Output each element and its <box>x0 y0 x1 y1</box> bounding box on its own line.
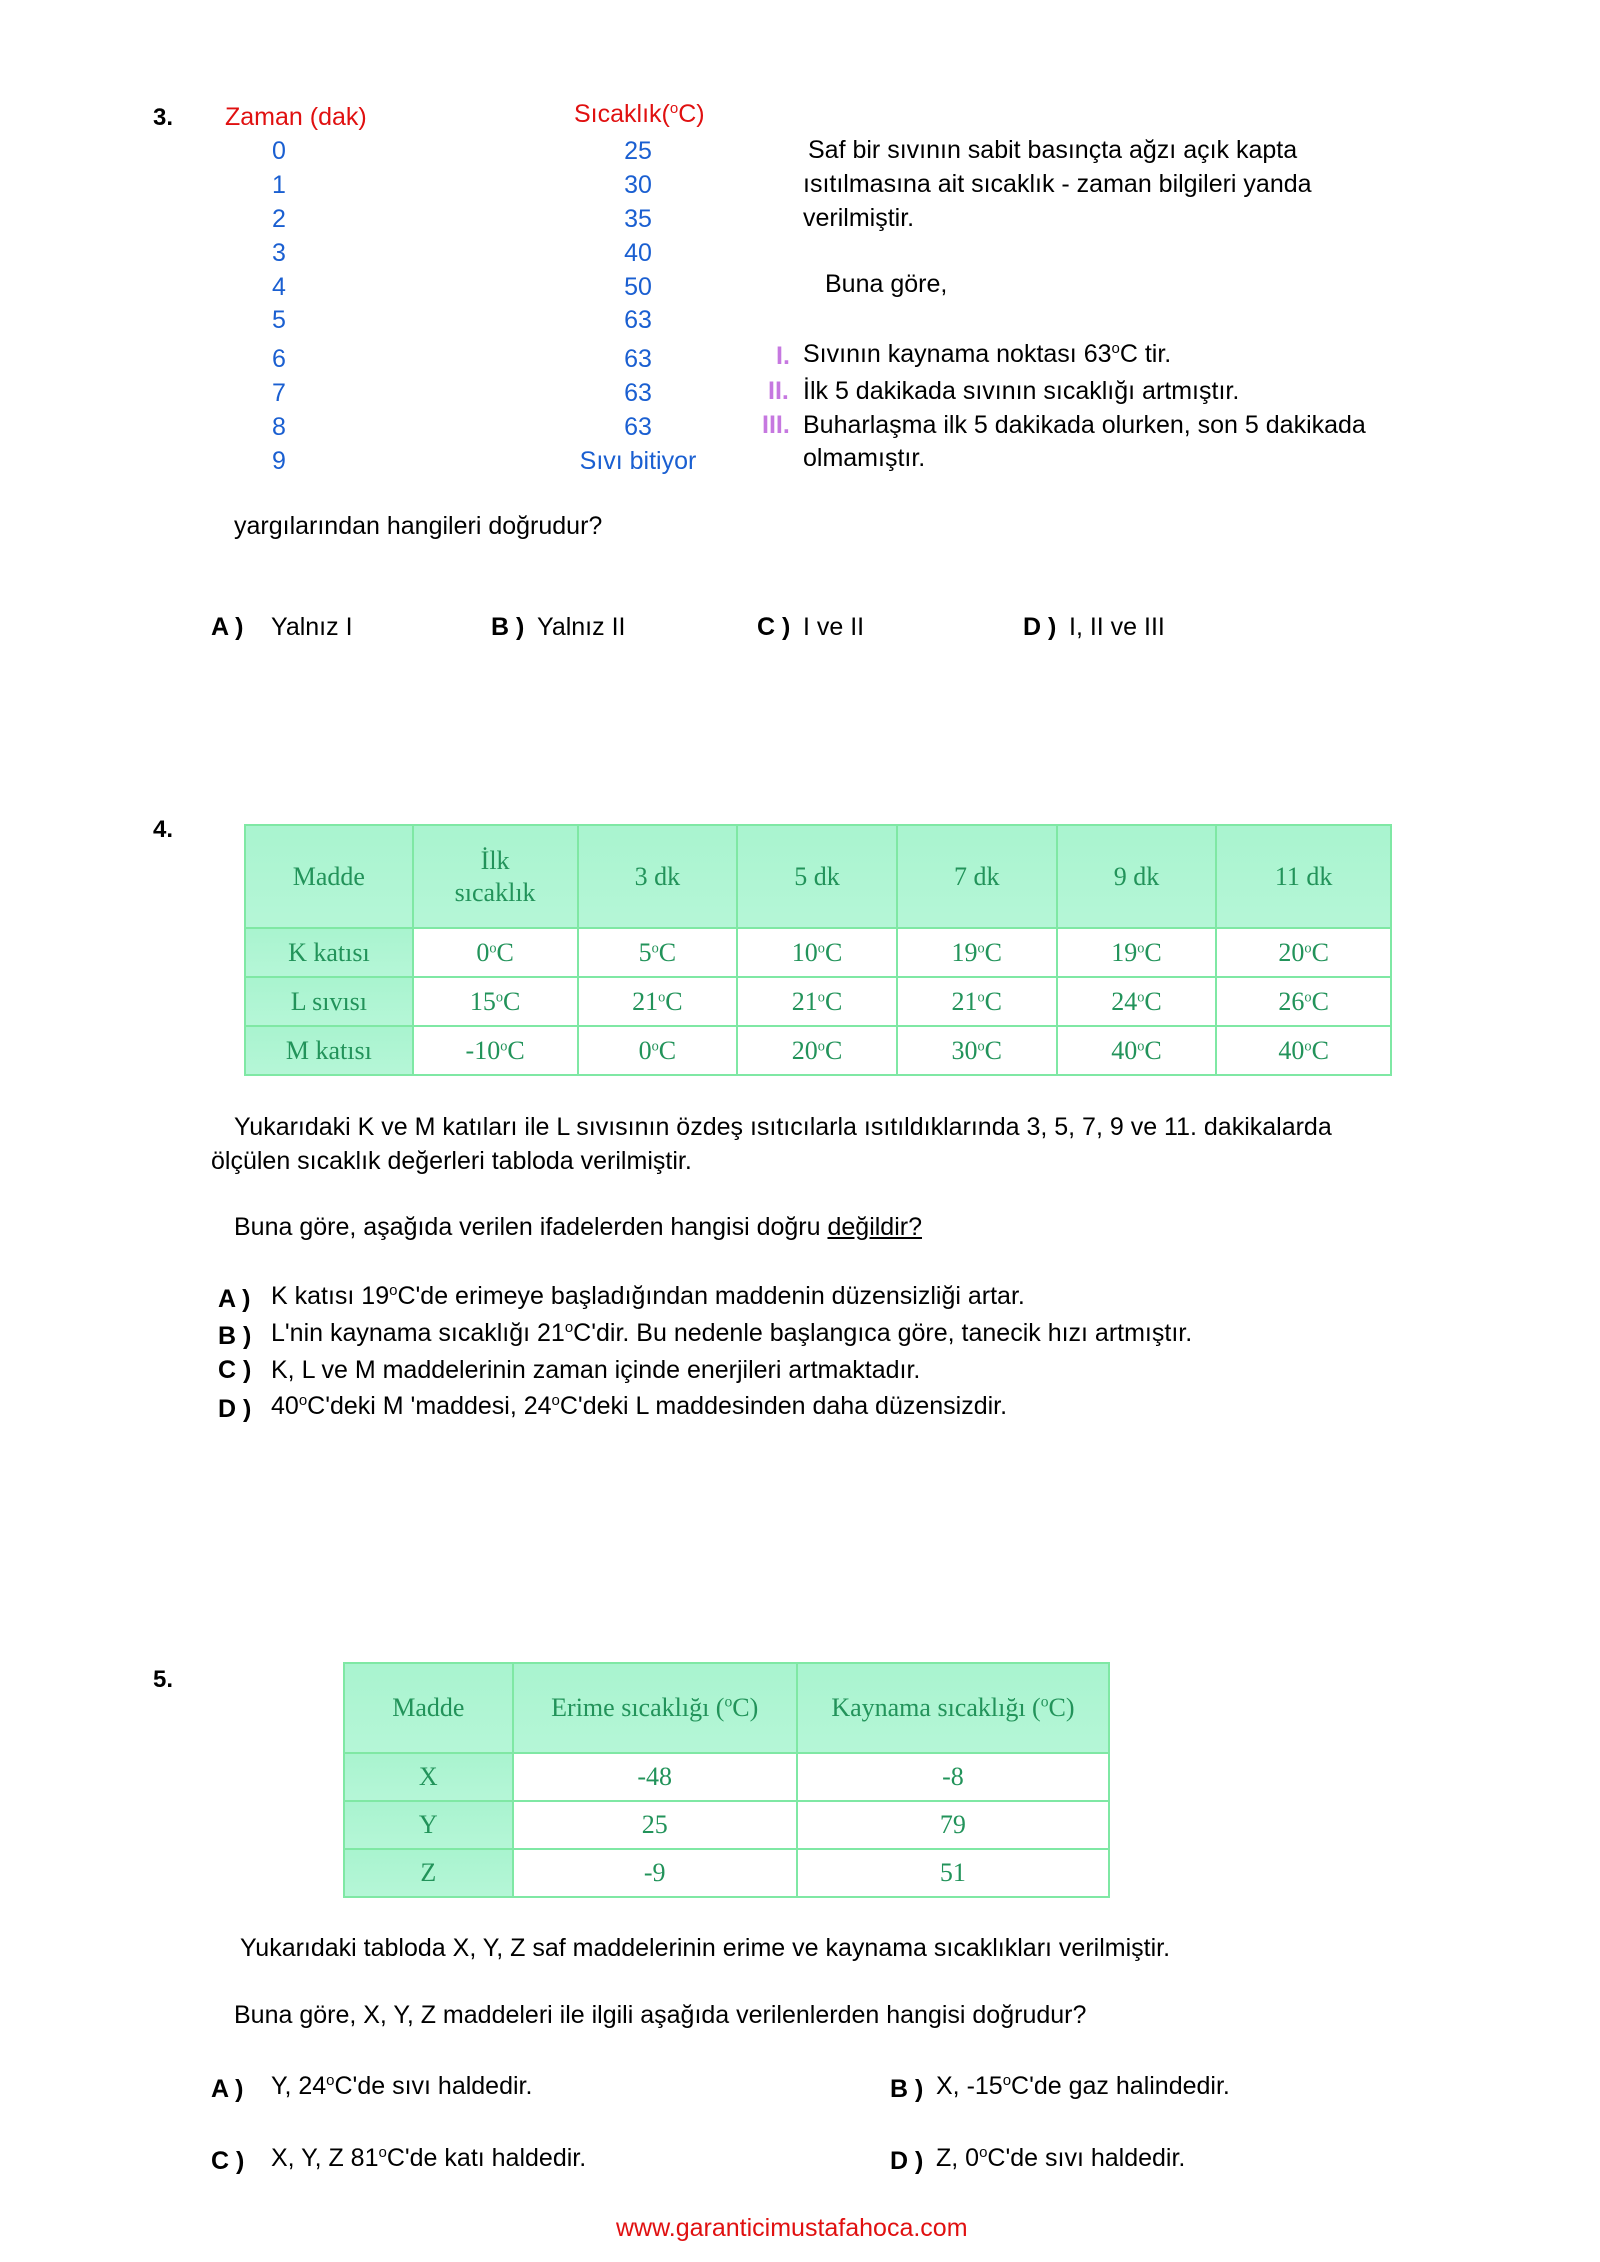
q4-cell-temperature: 30$^o$C <box>897 1026 1057 1075</box>
q4-cell-temperature: 26$^o$C <box>1216 977 1391 1026</box>
q3-temp-value: 35 <box>624 205 652 233</box>
q4-cell-temperature: 40$^o$C <box>1216 1026 1391 1075</box>
q3-statement-3: Buharlaşma ilk 5 dakikada olurken, son 5 dakikada <box>803 411 1366 439</box>
q3-roman-3: III. <box>762 411 790 439</box>
q5-table-row <box>344 1801 1109 1849</box>
q4-cell-temperature: 15$^o$C <box>413 977 578 1026</box>
q3-temp-value: Sıvı bitiyor <box>579 447 697 475</box>
q4-cell-temperature: -10$^o$C <box>413 1026 578 1075</box>
q4-row-name: M katısı <box>245 1026 413 1075</box>
q3-temp-value: 30 <box>624 171 652 199</box>
q5-option-c-text[interactable]: X, Y, Z 81$^o$C'de katı haldedir. <box>271 2144 587 2172</box>
q4-option-a-letter[interactable]: A ) <box>218 1285 251 1313</box>
q4-row-name: L sıvısı <box>245 977 413 1026</box>
q3-time-header: Zaman (dak) <box>225 103 367 131</box>
q3-question: yargılarından hangileri doğrudur? <box>234 512 603 540</box>
q3-temp-value: 63 <box>624 306 652 334</box>
q4-header-ilk-sicaklik: İlk sıcaklık <box>413 825 578 928</box>
q4-temperature-table <box>244 824 1392 1076</box>
q4-row-name: K katısı <box>245 928 413 977</box>
q5-table-row <box>344 1849 1109 1897</box>
q3-option-d-text[interactable]: I, II ve III <box>1069 613 1165 641</box>
q5-option-a-text[interactable]: Y, 24$^o$C'de sıvı haldedir. <box>271 2072 533 2100</box>
q5-melting-boiling-table <box>343 1662 1110 1898</box>
q5-option-b-letter[interactable]: B ) <box>890 2075 924 2103</box>
q3-desc-line-1: Saf bir sıvının sabit basınçta ağzı açık kapta <box>808 136 1298 164</box>
q3-option-b-text[interactable]: Yalnız II <box>537 613 626 641</box>
q3-time-value: 0 <box>272 137 286 165</box>
q4-desc-line-2: ölçülen sıcaklık değerleri tabloda verilmiştir. <box>211 1147 692 1175</box>
q4-table-row <box>245 1026 1391 1075</box>
q3-time-value: 4 <box>272 273 286 301</box>
q5-row-name: Y <box>344 1801 513 1849</box>
q3-time-value: 7 <box>272 379 286 407</box>
q4-header-madde: Madde <box>245 825 413 928</box>
q4-option-c-text[interactable]: K, L ve M maddelerinin zaman içinde enerjileri artmaktadır. <box>271 1356 921 1384</box>
q4-desc-line-1: Yukarıdaki K ve M katıları ile L sıvısının özdeş ısıtıcılarla ısıtıldıklarında 3, 5, 7, 9 ve 11. dakikalarda <box>234 1113 1332 1141</box>
q5-option-b-text[interactable]: X, -15$^o$C'de gaz halindedir. <box>936 2072 1230 2100</box>
q4-header-row <box>245 825 1391 928</box>
q4-table-row <box>245 977 1391 1026</box>
q5-cell-boiling: 51 <box>797 1849 1109 1897</box>
q3-time-value: 5 <box>272 306 286 334</box>
q3-time-value: 8 <box>272 413 286 441</box>
q5-table-row <box>344 1753 1109 1801</box>
q3-desc-line-2: ısıtılmasına ait sıcaklık - zaman bilgileri yanda <box>803 170 1312 198</box>
q5-cell-melting: -9 <box>513 1849 797 1897</box>
q3-statement-2: İlk 5 dakikada sıvının sıcaklığı artmıştır. <box>803 377 1240 405</box>
q3-temp-value: 50 <box>624 273 652 301</box>
q4-option-b-text[interactable]: L'nin kaynama sıcaklığı 21$^o$C'dir. Bu nedenle başlangıca göre, tanecik hızı artmıştır. <box>271 1319 1193 1347</box>
q3-roman-2: II. <box>768 377 789 405</box>
q3-desc-line-3: verilmiştir. <box>803 204 915 232</box>
q4-cell-temperature: 21$^o$C <box>737 977 897 1026</box>
q5-cell-melting: -48 <box>513 1753 797 1801</box>
q4-table-row <box>245 928 1391 977</box>
q5-header-madde: Madde <box>344 1663 513 1753</box>
q4-cell-temperature: 20$^o$C <box>737 1026 897 1075</box>
q5-cell-boiling: 79 <box>797 1801 1109 1849</box>
question-3-number: 3. <box>153 104 174 131</box>
q3-time-value: 1 <box>272 171 286 199</box>
q3-buna-gore: Buna göre, <box>825 270 948 298</box>
q4-cell-temperature: 5$^o$C <box>578 928 738 977</box>
q5-row-name: X <box>344 1753 513 1801</box>
q4-cell-temperature: 0$^o$C <box>413 928 578 977</box>
q3-option-c-text[interactable]: I ve II <box>803 613 865 641</box>
q5-desc: Yukarıdaki tabloda X, Y, Z saf maddelerinin erime ve kaynama sıcaklıkları verilmiştir. <box>240 1934 1171 1962</box>
q3-option-a-letter[interactable]: A ) <box>211 613 244 641</box>
q4-question: Buna göre, aşağıda verilen ifadelerden hangisi doğru değildir? <box>234 1213 922 1241</box>
q3-temp-value: 40 <box>624 239 652 267</box>
q5-option-d-letter[interactable]: D ) <box>890 2147 924 2175</box>
question-4-number: 4. <box>153 816 174 843</box>
q3-time-value: 3 <box>272 239 286 267</box>
q4-question-emphasis: değildir? <box>827 1213 922 1241</box>
question-5-number: 5. <box>153 1666 174 1693</box>
q3-temp-header: Sıcaklık($^o$C) <box>574 100 705 128</box>
q5-option-a-letter[interactable]: A ) <box>211 2075 244 2103</box>
q3-statement-1: Sıvının kaynama noktası 63$^o$C tir. <box>803 340 1172 368</box>
q4-cell-temperature: 24$^o$C <box>1057 977 1217 1026</box>
q3-temp-value: 63 <box>624 413 652 441</box>
q4-cell-temperature: 0$^o$C <box>578 1026 738 1075</box>
q5-header-erime: Erime sıcaklığı ($^o$C) <box>513 1663 797 1753</box>
q3-time-value: 2 <box>272 205 286 233</box>
q5-header-row <box>344 1663 1109 1753</box>
q4-cell-temperature: 21$^o$C <box>578 977 738 1026</box>
q5-header-kaynama: Kaynama sıcaklığı ($^o$C) <box>797 1663 1109 1753</box>
q4-cell-temperature: 40$^o$C <box>1057 1026 1217 1075</box>
q5-cell-melting: 25 <box>513 1801 797 1849</box>
q4-header-5dk: 5 dk <box>737 825 897 928</box>
q3-time-value: 9 <box>272 447 286 475</box>
footer-website-link[interactable]: www.garanticimustafahoca.com <box>616 2214 968 2242</box>
q5-option-d-text[interactable]: Z, 0$^o$C'de sıvı haldedir. <box>936 2144 1186 2172</box>
q3-temp-value: 25 <box>624 137 652 165</box>
q3-roman-1: I. <box>776 342 790 370</box>
q5-option-c-letter[interactable]: C ) <box>211 2147 245 2175</box>
q3-option-a-text[interactable]: Yalnız I <box>271 613 353 641</box>
q3-option-b-letter[interactable]: B ) <box>491 613 525 641</box>
q4-cell-temperature: 10$^o$C <box>737 928 897 977</box>
q5-row-name: Z <box>344 1849 513 1897</box>
q4-cell-temperature: 19$^o$C <box>897 928 1057 977</box>
q4-cell-temperature: 20$^o$C <box>1216 928 1391 977</box>
q4-header-3dk: 3 dk <box>578 825 738 928</box>
q3-temp-value: 63 <box>624 379 652 407</box>
q5-question: Buna göre, X, Y, Z maddeleri ile ilgili aşağıda verilenlerden hangisi doğrudur? <box>234 2001 1087 2029</box>
q3-statement-3-cont: olmamıştır. <box>803 444 926 472</box>
q4-header-11dk: 11 dk <box>1216 825 1391 928</box>
q4-header-9dk: 9 dk <box>1057 825 1217 928</box>
q3-option-c-letter[interactable]: C ) <box>757 613 791 641</box>
q4-cell-temperature: 21$^o$C <box>897 977 1057 1026</box>
q4-option-b-letter[interactable]: B ) <box>218 1322 252 1350</box>
q4-option-c-letter[interactable]: C ) <box>218 1356 252 1384</box>
q3-temp-value: 63 <box>624 345 652 373</box>
q3-time-value: 6 <box>272 345 286 373</box>
q4-cell-temperature: 19$^o$C <box>1057 928 1217 977</box>
q4-option-a-text[interactable]: K katısı 19$^o$C'de erimeye başladığından maddenin düzensizliği artar. <box>271 1282 1025 1310</box>
q4-option-d-text[interactable]: 40$^o$C'deki M 'maddesi, 24$^o$C'deki L maddesinden daha düzensizdir. <box>271 1392 1008 1420</box>
q5-cell-boiling: -8 <box>797 1753 1109 1801</box>
q3-option-d-letter[interactable]: D ) <box>1023 613 1057 641</box>
q4-header-7dk: 7 dk <box>897 825 1057 928</box>
q4-option-d-letter[interactable]: D ) <box>218 1395 252 1423</box>
